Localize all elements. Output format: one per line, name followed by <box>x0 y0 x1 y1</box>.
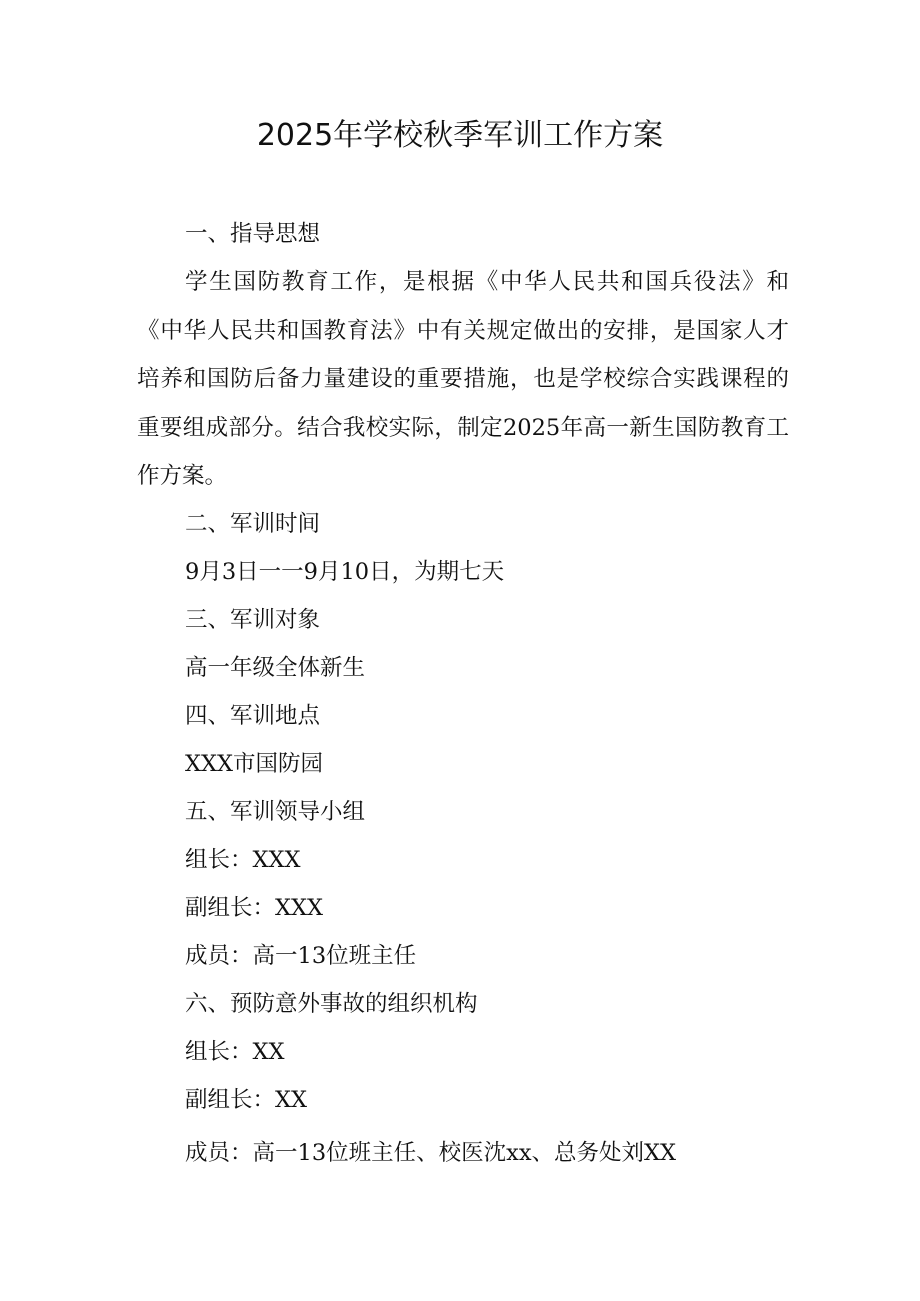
leadership-group-leader: 组长：XXX <box>185 847 301 873</box>
accident-prevention-leader: 组长：XX <box>185 1039 285 1065</box>
leadership-group-deputy: 副组长：XXX <box>185 895 324 921</box>
training-target-text: 高一年级全体新生 <box>185 655 366 681</box>
section-heading-guiding-ideology: 一、指导思想 <box>185 221 321 247</box>
training-location-text: XXX市国防园 <box>185 751 324 777</box>
section-heading-training-target: 三、军训对象 <box>185 607 321 633</box>
training-time-text: 9月3日一一9月10日，为期七天 <box>185 559 505 585</box>
section-heading-accident-prevention: 六、预防意外事故的组织机构 <box>185 991 478 1017</box>
guiding-ideology-paragraph: 学生国防教育工作，是根据《中华人民共和国兵役法》和《中华人民共和国教育法》中有关规定做出的安排，是国家人才培养和国防后备力量建设的重要措施，也是学校综合实践课程的重要组成部分。结合我校实际，制定2025年高一新生国防教育工作方案。 <box>137 269 789 489</box>
section-heading-leadership-group: 五、军训领导小组 <box>185 799 366 825</box>
leadership-group-members: 成员：高一13位班主任 <box>185 943 417 969</box>
section-heading-training-location: 四、军训地点 <box>185 703 321 729</box>
accident-prevention-members: 成员：高一13位班主任、校医沈xx、总务处刘XX <box>185 1140 677 1166</box>
section-heading-training-time: 二、军训时间 <box>185 511 321 537</box>
accident-prevention-deputy: 副组长：XX <box>185 1087 308 1113</box>
document-title: 2025年学校秋季军训工作方案 <box>256 118 664 153</box>
